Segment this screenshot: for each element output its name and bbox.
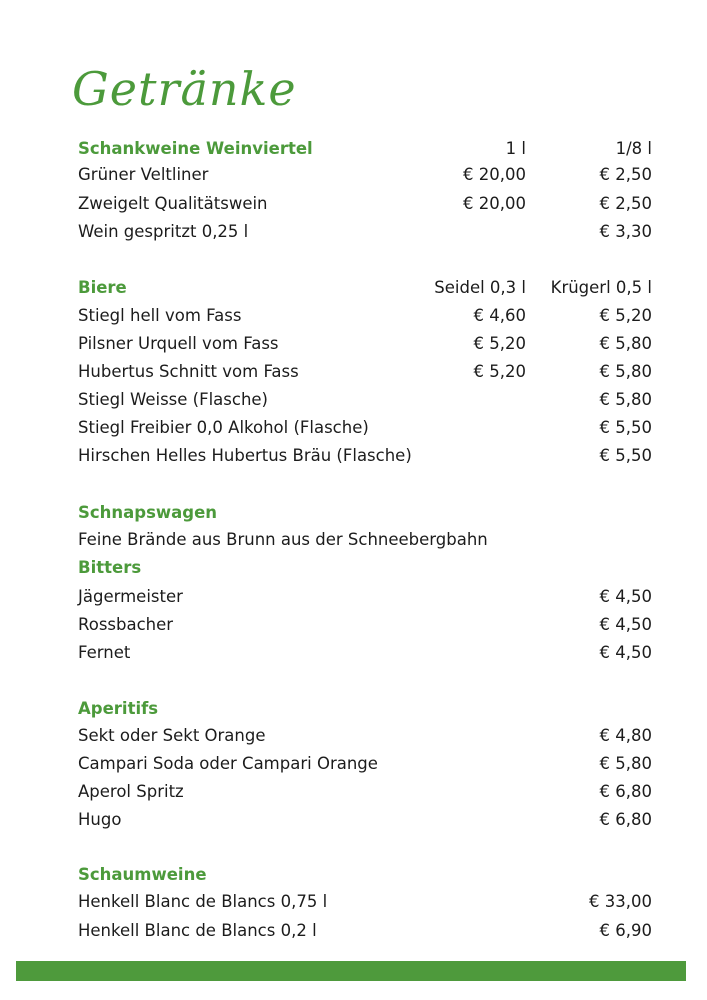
footer-bar	[16, 961, 686, 981]
section-header-schaumweine	[78, 862, 652, 888]
item-name: Campari Soda oder Campari Orange	[78, 754, 378, 773]
section-header-bitters	[78, 555, 652, 581]
item-price: € 4,50	[599, 587, 652, 606]
column-header: Seidel 0,3 l	[434, 278, 526, 297]
menu-item	[78, 723, 652, 749]
item-price: € 4,50	[599, 643, 652, 662]
item-price: € 2,50	[599, 194, 652, 213]
item-name: Fernet	[78, 643, 131, 662]
menu-item	[78, 219, 652, 245]
item-price: € 4,50	[599, 615, 652, 634]
column-header: 1/8 l	[615, 139, 652, 158]
section-heading: Schaumweine	[78, 865, 207, 884]
item-price: € 5,50	[599, 418, 652, 437]
section-heading: Biere	[78, 278, 127, 297]
item-price: € 20,00	[463, 165, 526, 184]
menu-item	[78, 387, 652, 413]
item-price: € 6,80	[599, 782, 652, 801]
item-price: € 5,20	[599, 306, 652, 325]
item-name: Henkell Blanc de Blancs 0,75 l	[78, 892, 328, 911]
section-header-aperitifs	[78, 696, 652, 722]
item-price: € 4,80	[599, 726, 652, 745]
item-price: € 5,20	[473, 334, 526, 353]
menu-item	[78, 303, 652, 329]
menu-item	[78, 807, 652, 833]
column-header: Krügerl 0,5 l	[550, 278, 652, 297]
item-name: Hubertus Schnitt vom Fass	[78, 362, 299, 381]
section-description	[78, 527, 652, 553]
item-name: Hugo	[78, 810, 122, 829]
page-title: Getränke	[72, 62, 297, 116]
section-heading: Schnapswagen	[78, 503, 218, 522]
item-name: Aperol Spritz	[78, 782, 184, 801]
item-name: Henkell Blanc de Blancs 0,2 l	[78, 921, 317, 940]
item-price: € 3,30	[599, 222, 652, 241]
item-price: € 5,80	[599, 362, 652, 381]
column-header: 1 l	[505, 139, 526, 158]
item-price: € 20,00	[463, 194, 526, 213]
menu-item	[78, 889, 652, 915]
section-header-schnapswagen	[78, 500, 652, 526]
item-price: € 6,80	[599, 810, 652, 829]
item-price: € 5,80	[599, 390, 652, 409]
item-price: € 2,50	[599, 165, 652, 184]
menu-item	[78, 162, 652, 188]
menu-item	[78, 331, 652, 357]
section-header-schankweine	[78, 136, 652, 162]
item-price: € 6,90	[599, 921, 652, 940]
menu-item	[78, 359, 652, 385]
item-price: € 33,00	[589, 892, 652, 911]
item-name: Grüner Veltliner	[78, 165, 209, 184]
item-name: Stiegl hell vom Fass	[78, 306, 242, 325]
menu-item	[78, 918, 652, 944]
description-text: Feine Brände aus Brunn aus der Schneebergbahn	[78, 530, 488, 549]
section-header-biere	[78, 275, 652, 301]
menu-item	[78, 191, 652, 217]
item-name: Rossbacher	[78, 615, 174, 634]
menu-item	[78, 640, 652, 666]
item-name: Stiegl Freibier 0,0 Alkohol (Flasche)	[78, 418, 369, 437]
item-price: € 5,20	[473, 362, 526, 381]
item-name: Stiegl Weisse (Flasche)	[78, 390, 268, 409]
item-name: Jägermeister	[78, 587, 183, 606]
menu-item	[78, 584, 652, 610]
section-heading: Bitters	[78, 558, 142, 577]
item-name: Wein gespritzt 0,25 l	[78, 222, 249, 241]
item-name: Sekt oder Sekt Orange	[78, 726, 266, 745]
menu-item	[78, 779, 652, 805]
menu-item	[78, 415, 652, 441]
item-price: € 5,50	[599, 446, 652, 465]
menu-item	[78, 443, 652, 469]
section-heading: Aperitifs	[78, 699, 159, 718]
menu-item	[78, 751, 652, 777]
item-name: Pilsner Urquell vom Fass	[78, 334, 279, 353]
item-name: Zweigelt Qualitätswein	[78, 194, 268, 213]
section-heading: Schankweine Weinviertel	[78, 139, 313, 158]
item-price: € 4,60	[473, 306, 526, 325]
item-price: € 5,80	[599, 754, 652, 773]
item-name: Hirschen Helles Hubertus Bräu (Flasche)	[78, 446, 412, 465]
item-price: € 5,80	[599, 334, 652, 353]
menu-item	[78, 612, 652, 638]
